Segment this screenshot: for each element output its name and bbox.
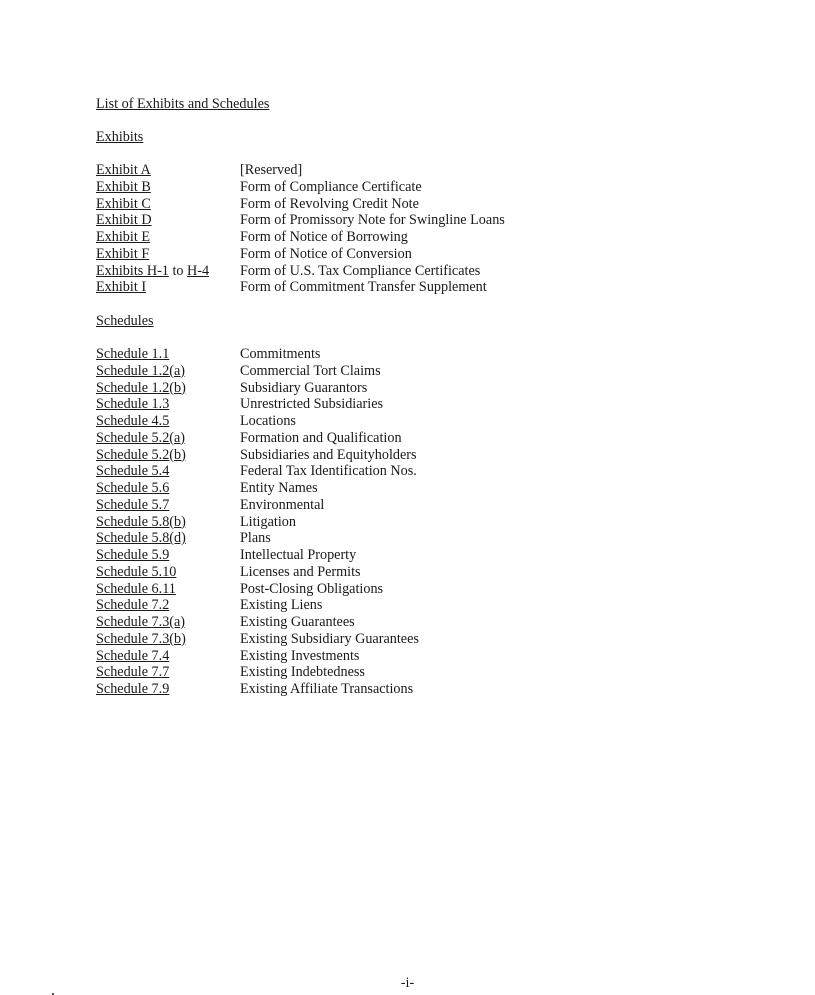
- schedule-description: Existing Guarantees: [240, 614, 355, 630]
- schedule-description: Existing Investments: [240, 647, 360, 664]
- schedule-reference: Schedule 5.9: [96, 547, 170, 563]
- exhibit-description: Form of Compliance Certificate: [240, 178, 422, 195]
- exhibit-reference: Exhibit C: [96, 195, 151, 212]
- exhibit-description: Form of Promissory Note for Swingline Loans: [240, 212, 505, 229]
- exhibit-description: Form of Commitment Transfer Supplement: [240, 279, 487, 296]
- schedule-reference: Schedule 5.2(b): [96, 446, 186, 463]
- schedule-description: Intellectual Property: [240, 547, 357, 563]
- exhibit-reference-start: Exhibits H-1: [96, 262, 169, 279]
- exhibit-reference-end: H-4: [187, 262, 210, 279]
- exhibit-reference: Exhibit B: [96, 178, 151, 195]
- schedule-description: Unrestricted Subsidiaries: [240, 396, 384, 413]
- schedule-reference: Schedule 6.11: [96, 580, 176, 597]
- schedule-reference: Schedule 1.3: [96, 396, 170, 413]
- schedule-reference: Schedule 1.1: [96, 346, 170, 362]
- schedule-reference: Schedule 7.2: [96, 597, 170, 614]
- exhibit-reference: [96, 263, 209, 280]
- schedule-reference: Schedule 5.8(b): [96, 513, 186, 530]
- schedule-description: Environmental: [240, 496, 325, 513]
- exhibit-reference: Exhibit I: [96, 279, 147, 296]
- schedule-description: Entity Names: [240, 480, 318, 496]
- page-title: List of Exhibits and Schedules: [96, 96, 270, 112]
- exhibit-reference: Exhibit D: [96, 212, 152, 229]
- schedule-reference: Schedule 7.4: [96, 647, 170, 664]
- schedule-description: Litigation: [240, 513, 296, 530]
- schedule-reference: Schedule 7.3(a): [96, 614, 186, 630]
- schedule-reference: Schedule 5.10: [96, 563, 177, 580]
- schedule-reference: Schedule 5.8(d): [96, 530, 186, 547]
- schedule-description: Subsidiaries and Equityholders: [240, 446, 417, 463]
- schedule-reference: Schedule 7.9: [96, 681, 170, 697]
- exhibit-description: Form of U.S. Tax Compliance Certificates: [240, 262, 481, 279]
- schedule-description: Existing Liens: [240, 597, 323, 614]
- schedule-description: Formation and Qualification: [240, 429, 402, 446]
- schedule-reference: Schedule 4.5: [96, 413, 170, 429]
- schedule-description: Federal Tax Identification Nos.: [240, 463, 417, 480]
- exhibit-description: Form of Notice of Conversion: [240, 245, 412, 262]
- schedule-reference: Schedule 7.7: [96, 664, 170, 681]
- schedules-heading: Schedules: [96, 313, 154, 329]
- page-number: -i-: [400, 975, 415, 991]
- exhibit-reference: Exhibit E: [96, 229, 150, 245]
- schedule-description: Commitments: [240, 346, 321, 362]
- exhibit-reference-joiner: to: [168, 262, 188, 279]
- schedule-description: Existing Subsidiary Guarantees: [240, 630, 419, 647]
- schedule-reference: Schedule 7.3(b): [96, 630, 186, 647]
- schedule-reference: Schedule 1.2(b): [96, 379, 186, 396]
- schedule-description: Commercial Tort Claims: [240, 362, 381, 379]
- exhibit-reference: Exhibit A: [96, 162, 151, 178]
- schedule-description: Existing Indebtedness: [240, 664, 365, 681]
- schedule-description: Existing Affiliate Transactions: [240, 681, 414, 697]
- exhibit-reference: Exhibit F: [96, 245, 150, 262]
- schedule-reference: Schedule 1.2(a): [96, 362, 186, 379]
- schedule-description: Post-Closing Obligations: [240, 580, 384, 597]
- schedule-description: Subsidiary Guarantors: [240, 379, 368, 396]
- exhibit-description: [Reserved]: [240, 162, 303, 178]
- schedule-description: Licenses and Permits: [240, 563, 361, 580]
- schedule-reference: Schedule 5.6: [96, 480, 170, 496]
- schedule-description: Plans: [240, 530, 271, 547]
- schedule-reference: Schedule 5.7: [96, 496, 170, 513]
- schedule-description: Locations: [240, 413, 296, 429]
- schedule-reference: Schedule 5.2(a): [96, 429, 186, 446]
- exhibit-description: Form of Notice of Borrowing: [240, 229, 408, 245]
- schedule-reference: Schedule 5.4: [96, 463, 170, 480]
- exhibits-heading: Exhibits: [96, 129, 144, 145]
- exhibit-description: Form of Revolving Credit Note: [240, 195, 419, 212]
